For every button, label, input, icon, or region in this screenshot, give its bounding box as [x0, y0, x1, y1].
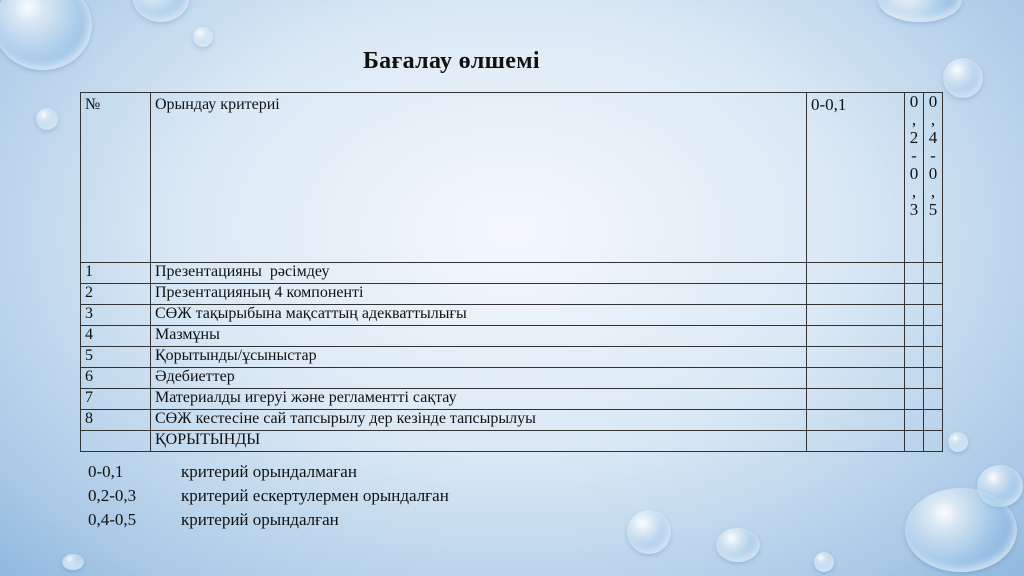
water-drop-decoration — [943, 58, 983, 98]
water-drop-decoration — [193, 27, 213, 47]
score-cell-high — [924, 389, 943, 410]
score-cell-high — [924, 305, 943, 326]
water-drop-decoration — [905, 488, 1017, 572]
header-range-low: 0-0,1 — [807, 93, 905, 263]
row-number: 1 — [81, 263, 151, 284]
table-row — [81, 368, 943, 389]
score-cell-mid — [905, 347, 924, 368]
row-number: 3 — [81, 305, 151, 326]
table-row — [81, 263, 943, 284]
score-cell-high — [924, 284, 943, 305]
score-cell-mid — [905, 389, 924, 410]
score-cell-low — [807, 305, 905, 326]
row-criteria: Материалды игеруі және регламентті сақтау — [151, 389, 807, 410]
row-number: 8 — [81, 410, 151, 431]
score-cell-high — [924, 326, 943, 347]
row-criteria: СӨЖ кестесіне сай тапсырылу дер кезінде тапсырылуы — [151, 410, 807, 431]
score-cell-mid — [905, 305, 924, 326]
header-range-mid: 0 , 2 - 0 , 3 — [905, 93, 924, 263]
score-cell-mid — [905, 368, 924, 389]
table-total-row — [81, 431, 943, 452]
row-number: 4 — [81, 326, 151, 347]
criteria-table — [80, 92, 943, 452]
score-cell-high — [924, 410, 943, 431]
header-number: № — [81, 93, 151, 263]
score-cell-low — [807, 347, 905, 368]
legend-value: 0-0,1 — [88, 462, 124, 481]
table-row — [81, 326, 943, 347]
water-drop-decoration — [627, 510, 671, 554]
score-cell-low — [807, 410, 905, 431]
water-drop-decoration — [878, 0, 962, 22]
score-cell-low — [807, 368, 905, 389]
legend-item — [88, 484, 449, 508]
score-cell-mid — [905, 263, 924, 284]
row-number: 6 — [81, 368, 151, 389]
score-cell-high — [924, 431, 943, 452]
score-cell-high — [924, 347, 943, 368]
score-cell-low — [807, 263, 905, 284]
row-number: 7 — [81, 389, 151, 410]
legend-description: критерий орындалмаған — [181, 462, 357, 481]
legend-description: критерий орындалған — [181, 510, 339, 529]
score-cell-high — [924, 263, 943, 284]
table-row — [81, 389, 943, 410]
score-cell-low — [807, 326, 905, 347]
row-number — [81, 431, 151, 452]
row-number: 2 — [81, 284, 151, 305]
score-cell-high — [924, 368, 943, 389]
score-cell-mid — [905, 431, 924, 452]
water-drop-decoration — [814, 552, 834, 572]
water-drop-decoration — [948, 432, 968, 452]
table-row — [81, 284, 943, 305]
row-criteria: Мазмұны — [151, 326, 807, 347]
water-drop-decoration — [62, 554, 84, 570]
table-row — [81, 410, 943, 431]
score-cell-low — [807, 431, 905, 452]
score-cell-low — [807, 389, 905, 410]
score-cell-low — [807, 284, 905, 305]
row-criteria: Қорытынды/ұсыныстар — [151, 347, 807, 368]
header-criteria: Орындау критериі — [151, 93, 807, 263]
score-cell-mid — [905, 284, 924, 305]
slide-title: Бағалау өлшемі — [363, 48, 540, 74]
table-row — [81, 347, 943, 368]
score-legend — [88, 460, 449, 532]
score-cell-mid — [905, 326, 924, 347]
row-criteria: Әдебиеттер — [151, 368, 807, 389]
row-criteria: Презентацияның 4 компоненті — [151, 284, 807, 305]
legend-item — [88, 508, 449, 532]
legend-item — [88, 460, 449, 484]
score-cell-mid — [905, 410, 924, 431]
water-drop-decoration — [132, 0, 190, 22]
legend-value: 0,4-0,5 — [88, 510, 137, 529]
water-drop-decoration — [0, 0, 92, 70]
header-range-high: 0 , 4 - 0 , 5 — [924, 93, 943, 263]
row-criteria: ҚОРЫТЫНДЫ — [151, 431, 807, 452]
table-header-row — [81, 93, 943, 263]
row-criteria: СӨЖ тақырыбына мақсаттың адекваттылығы — [151, 305, 807, 326]
row-number: 5 — [81, 347, 151, 368]
legend-description: критерий ескертулермен орындалған — [181, 486, 449, 505]
water-drop-decoration — [716, 528, 760, 562]
water-drop-decoration — [36, 108, 58, 130]
row-criteria: Презентацияны рәсімдеу — [151, 263, 807, 284]
table-row — [81, 305, 943, 326]
legend-value: 0,2-0,3 — [88, 486, 137, 505]
